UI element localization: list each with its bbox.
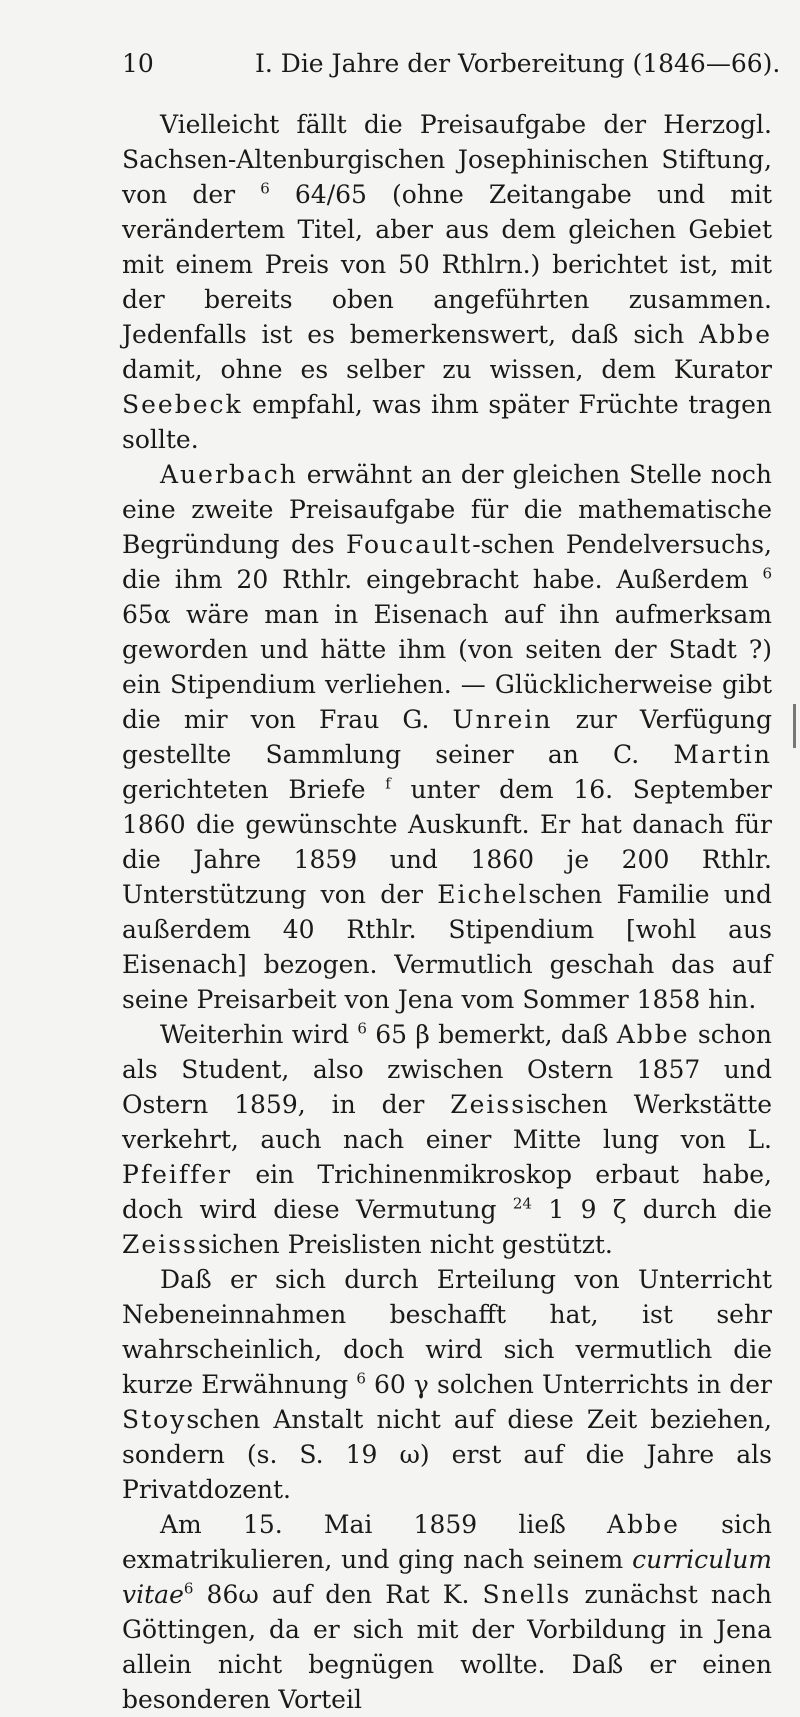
person-name: Unrein [452,705,553,734]
person-name: Seebeck [122,390,243,419]
person-name: Eichel [437,880,529,909]
text-span: Daß er sich durch Erteilung von Unterricht Nebeneinnahmen beschafft hat, ist sehr wahrscheinlich, doch wird sich vermutlich die kurze Erwähnung [122,1265,772,1399]
person-name: Stoy [122,1405,187,1434]
person-name: Abbe [616,1020,690,1049]
page-number: 10 [122,49,154,78]
paragraph-4 [122,1262,772,1507]
text-span: zunächst nach Göttingen, da er sich mit der Vorbildung in Jena allein nicht begnügen wollte. Daß er einen besonderen Vorteil [122,1580,772,1714]
text-span: 86ω auf den Rat K. [193,1580,483,1609]
text-span: -schen Pendelversuchs, die ihm 20 Rthlr. eingebracht habe. Außerdem [122,530,772,594]
text-span: schon als Student, also zwischen Ostern 1857 und Ostern 1859, in der [122,1020,772,1119]
person-name: Abbe [607,1510,680,1539]
text-span: damit, ohne es selber zu wissen, dem Kurator [122,355,772,384]
text-span: zur Verfügung gestellte Sammlung seiner an C. [122,705,772,769]
text-span: Am 15. Mai 1859 ließ [160,1510,608,1539]
paragraph-2 [122,457,772,1017]
text-span: 64/65 (ohne Zeitangabe und mit verändertem Titel, aber aus dem gleichen Gebiet mit einem Preis von 50 Rthlrn.) berichtet ist, mit der bereits oben angeführten zusammen. Jedenfalls ist es bemerkenswert, daß sich [122,180,772,349]
person-name: Auerbach [160,460,298,489]
main-text [122,107,772,1717]
reference-superscript: 6 [260,179,270,198]
reference-superscript: 6 [762,564,772,583]
text-span: Vielleicht fällt die Preisaufgabe der Herzogl. Sachsen-Altenburgischen Josephinischen Stiftung, von der [122,110,772,209]
text-span: ischen Werkstätte verkehrt, auch nach einer Mitte lung von L. [122,1090,773,1154]
reference-superscript: 6 [356,1369,366,1388]
text-span: schen Familie und außerdem 40 Rthlr. Stipendium [wohl aus Eisenach] bezogen. Vermutlich geschah das auf seine Preisarbeit von Jena vom Sommer 1858 hin. [122,880,772,1014]
running-head: I. Die Jahre der Vorbereitung (1846—66). [255,49,781,78]
person-name: Foucault [346,530,473,559]
text-span: 65α wäre man in Eisenach auf ihn aufmerksam geworden und hätte ihm (von seiten der Stadt ?) ein Stipendium verliehen. — Glücklicherweise gibt die mir von Frau G. [122,600,772,734]
text-span: 1 9 ζ durch die [531,1195,773,1224]
text-span: empfahl, was ihm später Früchte tragen sollte. [122,390,772,454]
person-name: Zeiss [122,1230,198,1259]
paragraph-5 [122,1507,772,1717]
text-span: sichen Preislisten nicht gestützt. [197,1230,613,1259]
text-span: gerichteten Briefe [122,775,386,804]
reference-superscript: f [385,774,391,793]
text-span: unter dem 16. September 1860 die gewünschte Auskunft. Er hat danach für die Jahre 1859 und 1860 je 200 Rthlr. Unterstützung von der [122,775,773,909]
margin-mark [793,704,796,748]
person-name: Zeiss [450,1090,527,1119]
text-span: Weiterhin wird [160,1020,358,1049]
text-span: erwähnt an der gleichen Stelle noch eine zweite Preisaufgabe für die mathematische Begründung des [122,460,772,559]
person-name: Martin [673,740,772,769]
reference-superscript: 6 [183,1579,194,1598]
reference-superscript: 6 [357,1019,367,1038]
reference-superscript: 24 [512,1194,532,1213]
text-span: 60 γ solchen Unterrichts in der [365,1370,772,1399]
paragraph-3 [122,1017,772,1262]
person-name: Pfeiffer [122,1160,233,1189]
text-span: schen Anstalt nicht auf diese Zeit beziehen, sondern (s. S. 19 ω) erst auf die Jahre als Privatdozent. [122,1405,772,1504]
italic-term: curriculum vitae [122,1545,772,1609]
text-span: 65 β bemerkt, daß [366,1020,617,1049]
page-header [0,44,800,84]
person-name: Snells [482,1580,572,1609]
text-span: sich exmatrikulieren, und ging nach seinem [122,1510,772,1574]
text-span: ein Trichinenmikroskop erbaut habe, doch wird diese Vermutung [122,1160,772,1224]
paragraph-1 [122,107,772,457]
person-name: Abbe [699,320,772,349]
